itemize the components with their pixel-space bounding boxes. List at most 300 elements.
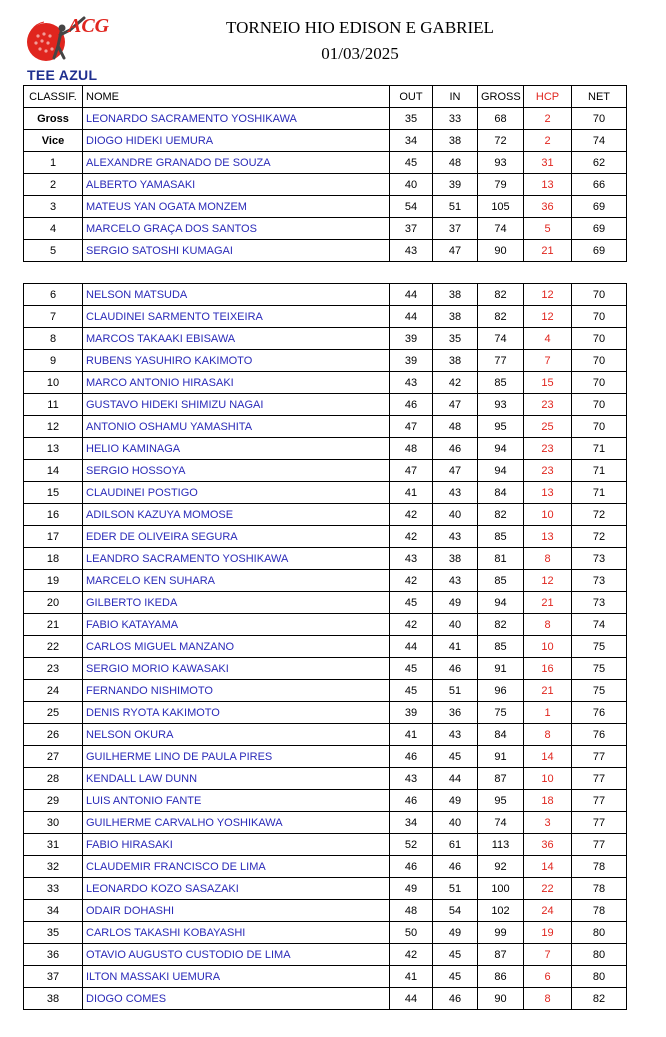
name-cell: KENDALL LAW DUNN [83, 768, 390, 790]
net-cell: 70 [572, 416, 627, 438]
gross-cell: 96 [478, 680, 524, 702]
net-cell: 71 [572, 460, 627, 482]
out-cell: 34 [390, 130, 433, 152]
table-row [24, 724, 627, 746]
table-row [24, 152, 627, 174]
out-cell: 46 [390, 856, 433, 878]
name-cell: SERGIO MORIO KAWASAKI [83, 658, 390, 680]
name-cell: EDER DE OLIVEIRA SEGURA [83, 526, 390, 548]
net-cell: 78 [572, 878, 627, 900]
gross-cell: 87 [478, 944, 524, 966]
out-cell: 41 [390, 966, 433, 988]
table-row [24, 592, 627, 614]
hcp-cell: 23 [524, 460, 572, 482]
in-cell: 43 [433, 526, 478, 548]
classif-cell: 35 [24, 922, 83, 944]
classif-cell: 9 [24, 350, 83, 372]
net-cell: 76 [572, 724, 627, 746]
gross-cell: 94 [478, 592, 524, 614]
out-cell: 45 [390, 680, 433, 702]
gross-cell: 68 [478, 108, 524, 130]
hcp-cell: 7 [524, 944, 572, 966]
col-nome: NOME [83, 86, 390, 108]
name-cell: HELIO KAMINAGA [83, 438, 390, 460]
out-cell: 50 [390, 922, 433, 944]
in-cell: 46 [433, 438, 478, 460]
gross-cell: 92 [478, 856, 524, 878]
hcp-cell: 10 [524, 768, 572, 790]
out-cell: 44 [390, 306, 433, 328]
classif-cell: 4 [24, 218, 83, 240]
net-cell: 73 [572, 592, 627, 614]
hcp-cell: 31 [524, 152, 572, 174]
table-row [24, 944, 627, 966]
net-cell: 75 [572, 680, 627, 702]
gross-cell: 91 [478, 746, 524, 768]
classif-cell: 32 [24, 856, 83, 878]
out-cell: 37 [390, 218, 433, 240]
col-gross: GROSS [478, 86, 524, 108]
classif-cell: 19 [24, 570, 83, 592]
gross-cell: 85 [478, 570, 524, 592]
classif-cell: 18 [24, 548, 83, 570]
hcp-cell: 21 [524, 240, 572, 262]
in-cell: 54 [433, 900, 478, 922]
in-cell: 45 [433, 944, 478, 966]
in-cell: 47 [433, 394, 478, 416]
in-cell: 49 [433, 922, 478, 944]
leaders-table [23, 85, 627, 262]
gross-cell: 87 [478, 768, 524, 790]
gross-cell: 74 [478, 328, 524, 350]
classif-cell: 31 [24, 834, 83, 856]
net-cell: 70 [572, 108, 627, 130]
col-net: NET [572, 86, 627, 108]
gross-cell: 77 [478, 350, 524, 372]
hcp-cell: 4 [524, 328, 572, 350]
tournament-date: 01/03/2025 [321, 44, 399, 63]
net-cell: 70 [572, 394, 627, 416]
out-cell: 42 [390, 504, 433, 526]
table-row [24, 218, 627, 240]
name-cell: MARCELO KEN SUHARA [83, 570, 390, 592]
table-row [24, 768, 627, 790]
name-cell: DIOGO HIDEKI UEMURA [83, 130, 390, 152]
net-cell: 77 [572, 746, 627, 768]
net-cell: 62 [572, 152, 627, 174]
in-cell: 61 [433, 834, 478, 856]
hcp-cell: 18 [524, 790, 572, 812]
gross-cell: 90 [478, 988, 524, 1010]
table-row [24, 966, 627, 988]
classif-cell: 6 [24, 284, 83, 306]
col-in: IN [433, 86, 478, 108]
name-cell: ILTON MASSAKI UEMURA [83, 966, 390, 988]
in-cell: 48 [433, 416, 478, 438]
out-cell: 39 [390, 702, 433, 724]
classif-cell: 26 [24, 724, 83, 746]
out-cell: 42 [390, 526, 433, 548]
name-cell: SERGIO SATOSHI KUMAGAI [83, 240, 390, 262]
gross-cell: 95 [478, 416, 524, 438]
net-cell: 77 [572, 812, 627, 834]
table-row [24, 394, 627, 416]
table-row [24, 350, 627, 372]
classif-cell: 3 [24, 196, 83, 218]
in-cell: 40 [433, 614, 478, 636]
classif-cell: 8 [24, 328, 83, 350]
table-row [24, 482, 627, 504]
hcp-cell: 14 [524, 746, 572, 768]
hcp-cell: 10 [524, 504, 572, 526]
table-row [24, 460, 627, 482]
net-cell: 69 [572, 218, 627, 240]
gross-cell: 95 [478, 790, 524, 812]
out-cell: 35 [390, 108, 433, 130]
name-cell: CLAUDINEI SARMENTO TEIXEIRA [83, 306, 390, 328]
hcp-cell: 14 [524, 856, 572, 878]
table-row [24, 812, 627, 834]
hcp-cell: 3 [524, 812, 572, 834]
out-cell: 42 [390, 944, 433, 966]
tee-label: TEE AZUL [27, 67, 98, 83]
table-row [24, 240, 627, 262]
name-cell: NELSON OKURA [83, 724, 390, 746]
hcp-cell: 25 [524, 416, 572, 438]
name-cell: GUILHERME LINO DE PAULA PIRES [83, 746, 390, 768]
hcp-cell: 21 [524, 592, 572, 614]
in-cell: 43 [433, 724, 478, 746]
classif-cell: 29 [24, 790, 83, 812]
name-cell: GILBERTO IKEDA [83, 592, 390, 614]
in-cell: 37 [433, 218, 478, 240]
in-cell: 38 [433, 306, 478, 328]
net-cell: 70 [572, 350, 627, 372]
in-cell: 36 [433, 702, 478, 724]
classif-cell: Gross [24, 108, 83, 130]
results-table [23, 283, 627, 1010]
tournament-title: TORNEIO HIO EDISON E GABRIEL [226, 18, 494, 37]
net-cell: 78 [572, 856, 627, 878]
table-row [24, 504, 627, 526]
table-row [24, 284, 627, 306]
classif-cell: 25 [24, 702, 83, 724]
out-cell: 39 [390, 350, 433, 372]
classif-cell: 20 [24, 592, 83, 614]
name-cell: LEANDRO SACRAMENTO YOSHIKAWA [83, 548, 390, 570]
hcp-cell: 36 [524, 834, 572, 856]
name-cell: ADILSON KAZUYA MOMOSE [83, 504, 390, 526]
table-row [24, 856, 627, 878]
gross-cell: 85 [478, 526, 524, 548]
classif-cell: 27 [24, 746, 83, 768]
name-cell: DIOGO COMES [83, 988, 390, 1010]
classif-cell: 28 [24, 768, 83, 790]
gross-cell: 74 [478, 218, 524, 240]
table-row [24, 834, 627, 856]
gross-cell: 90 [478, 240, 524, 262]
net-cell: 70 [572, 372, 627, 394]
net-cell: 72 [572, 526, 627, 548]
table-row [24, 328, 627, 350]
in-cell: 40 [433, 504, 478, 526]
classif-cell: 14 [24, 460, 83, 482]
table-row [24, 372, 627, 394]
out-cell: 42 [390, 614, 433, 636]
in-cell: 51 [433, 196, 478, 218]
hcp-cell: 8 [524, 548, 572, 570]
gross-cell: 82 [478, 614, 524, 636]
out-cell: 42 [390, 570, 433, 592]
table-row [24, 174, 627, 196]
hcp-cell: 24 [524, 900, 572, 922]
net-cell: 70 [572, 306, 627, 328]
in-cell: 44 [433, 768, 478, 790]
gross-cell: 93 [478, 394, 524, 416]
classif-cell: 10 [24, 372, 83, 394]
out-cell: 54 [390, 196, 433, 218]
out-cell: 43 [390, 768, 433, 790]
net-cell: 73 [572, 570, 627, 592]
gross-cell: 82 [478, 284, 524, 306]
hcp-cell: 19 [524, 922, 572, 944]
net-cell: 72 [572, 504, 627, 526]
gross-cell: 82 [478, 504, 524, 526]
net-cell: 76 [572, 702, 627, 724]
name-cell: SERGIO HOSSOYA [83, 460, 390, 482]
net-cell: 78 [572, 900, 627, 922]
classif-cell: 5 [24, 240, 83, 262]
gross-cell: 94 [478, 438, 524, 460]
net-cell: 82 [572, 988, 627, 1010]
classif-cell: 12 [24, 416, 83, 438]
table-row [24, 746, 627, 768]
gross-cell: 84 [478, 724, 524, 746]
net-cell: 69 [572, 196, 627, 218]
classif-cell: 17 [24, 526, 83, 548]
hcp-cell: 13 [524, 526, 572, 548]
classif-cell: 36 [24, 944, 83, 966]
table-row [24, 526, 627, 548]
out-cell: 43 [390, 240, 433, 262]
in-cell: 49 [433, 790, 478, 812]
in-cell: 38 [433, 350, 478, 372]
out-cell: 46 [390, 746, 433, 768]
out-cell: 43 [390, 372, 433, 394]
hcp-cell: 13 [524, 482, 572, 504]
name-cell: RUBENS YASUHIRO KAKIMOTO [83, 350, 390, 372]
table-row [24, 130, 627, 152]
net-cell: 70 [572, 284, 627, 306]
name-cell: MARCOS TAKAAKI EBISAWA [83, 328, 390, 350]
classif-cell: Vice [24, 130, 83, 152]
out-cell: 45 [390, 152, 433, 174]
table-row [24, 790, 627, 812]
gross-cell: 82 [478, 306, 524, 328]
table-row [24, 196, 627, 218]
table-row [24, 922, 627, 944]
name-cell: GUSTAVO HIDEKI SHIMIZU NAGAI [83, 394, 390, 416]
classif-cell: 11 [24, 394, 83, 416]
hcp-cell: 10 [524, 636, 572, 658]
table-row [24, 878, 627, 900]
net-cell: 73 [572, 548, 627, 570]
gross-cell: 105 [478, 196, 524, 218]
gross-cell: 94 [478, 460, 524, 482]
gross-cell: 93 [478, 152, 524, 174]
name-cell: LEONARDO SACRAMENTO YOSHIKAWA [83, 108, 390, 130]
out-cell: 48 [390, 900, 433, 922]
hcp-cell: 8 [524, 988, 572, 1010]
gross-cell: 79 [478, 174, 524, 196]
in-cell: 40 [433, 812, 478, 834]
net-cell: 71 [572, 482, 627, 504]
hcp-cell: 15 [524, 372, 572, 394]
name-cell: ALBERTO YAMASAKI [83, 174, 390, 196]
hcp-cell: 13 [524, 174, 572, 196]
net-cell: 75 [572, 636, 627, 658]
hcp-cell: 23 [524, 438, 572, 460]
net-cell: 75 [572, 658, 627, 680]
net-cell: 69 [572, 240, 627, 262]
in-cell: 35 [433, 328, 478, 350]
out-cell: 46 [390, 394, 433, 416]
table-row [24, 548, 627, 570]
col-classif: CLASSIF. [24, 86, 83, 108]
gross-cell: 85 [478, 636, 524, 658]
classif-cell: 34 [24, 900, 83, 922]
in-cell: 49 [433, 592, 478, 614]
out-cell: 45 [390, 592, 433, 614]
gross-cell: 86 [478, 966, 524, 988]
classif-cell: 7 [24, 306, 83, 328]
table-row [24, 614, 627, 636]
gross-cell: 91 [478, 658, 524, 680]
table-row [24, 438, 627, 460]
name-cell: OTAVIO AUGUSTO CUSTODIO DE LIMA [83, 944, 390, 966]
in-cell: 51 [433, 680, 478, 702]
out-cell: 45 [390, 658, 433, 680]
net-cell: 77 [572, 834, 627, 856]
net-cell: 80 [572, 922, 627, 944]
hcp-cell: 12 [524, 284, 572, 306]
gross-cell: 113 [478, 834, 524, 856]
hcp-cell: 23 [524, 394, 572, 416]
in-cell: 46 [433, 658, 478, 680]
table-row [24, 988, 627, 1010]
in-cell: 51 [433, 878, 478, 900]
name-cell: FERNANDO NISHIMOTO [83, 680, 390, 702]
name-cell: FABIO HIRASAKI [83, 834, 390, 856]
gross-cell: 102 [478, 900, 524, 922]
table-row [24, 108, 627, 130]
classif-cell: 38 [24, 988, 83, 1010]
name-cell: ALEXANDRE GRANADO DE SOUZA [83, 152, 390, 174]
name-cell: CLAUDEMIR FRANCISCO DE LIMA [83, 856, 390, 878]
in-cell: 45 [433, 966, 478, 988]
in-cell: 46 [433, 988, 478, 1010]
classif-cell: 15 [24, 482, 83, 504]
classif-cell: 13 [24, 438, 83, 460]
name-cell: DENIS RYOTA KAKIMOTO [83, 702, 390, 724]
net-cell: 70 [572, 328, 627, 350]
net-cell: 71 [572, 438, 627, 460]
gross-cell: 100 [478, 878, 524, 900]
classif-cell: 22 [24, 636, 83, 658]
in-cell: 38 [433, 284, 478, 306]
out-cell: 44 [390, 988, 433, 1010]
out-cell: 46 [390, 790, 433, 812]
name-cell: MARCO ANTONIO HIRASAKI [83, 372, 390, 394]
out-cell: 44 [390, 284, 433, 306]
hcp-cell: 6 [524, 966, 572, 988]
in-cell: 46 [433, 856, 478, 878]
in-cell: 38 [433, 130, 478, 152]
net-cell: 80 [572, 944, 627, 966]
hcp-cell: 21 [524, 680, 572, 702]
name-cell: FABIO KATAYAMA [83, 614, 390, 636]
classif-cell: 30 [24, 812, 83, 834]
hcp-cell: 1 [524, 702, 572, 724]
out-cell: 41 [390, 482, 433, 504]
name-cell: MARCELO GRAÇA DOS SANTOS [83, 218, 390, 240]
classif-cell: 23 [24, 658, 83, 680]
classif-cell: 2 [24, 174, 83, 196]
logo-text: ACG [68, 15, 110, 37]
in-cell: 45 [433, 746, 478, 768]
name-cell: MATEUS YAN OGATA MONZEM [83, 196, 390, 218]
in-cell: 43 [433, 570, 478, 592]
name-cell: ODAIR DOHASHI [83, 900, 390, 922]
net-cell: 77 [572, 768, 627, 790]
gross-cell: 72 [478, 130, 524, 152]
name-cell: CARLOS TAKASHI KOBAYASHI [83, 922, 390, 944]
header-row [24, 86, 627, 108]
name-cell: GUILHERME CARVALHO YOSHIKAWA [83, 812, 390, 834]
table-row [24, 658, 627, 680]
club-logo [24, 8, 110, 66]
hcp-cell: 8 [524, 724, 572, 746]
hcp-cell: 22 [524, 878, 572, 900]
classif-cell: 1 [24, 152, 83, 174]
out-cell: 44 [390, 636, 433, 658]
name-cell: LUIS ANTONIO FANTE [83, 790, 390, 812]
net-cell: 74 [572, 130, 627, 152]
gross-cell: 75 [478, 702, 524, 724]
table-row [24, 306, 627, 328]
table-row [24, 416, 627, 438]
in-cell: 41 [433, 636, 478, 658]
gross-cell: 85 [478, 372, 524, 394]
in-cell: 48 [433, 152, 478, 174]
hcp-cell: 5 [524, 218, 572, 240]
hcp-cell: 8 [524, 614, 572, 636]
classif-cell: 24 [24, 680, 83, 702]
in-cell: 39 [433, 174, 478, 196]
out-cell: 48 [390, 438, 433, 460]
net-cell: 74 [572, 614, 627, 636]
classif-cell: 33 [24, 878, 83, 900]
in-cell: 42 [433, 372, 478, 394]
table-row [24, 900, 627, 922]
gross-cell: 99 [478, 922, 524, 944]
in-cell: 43 [433, 482, 478, 504]
out-cell: 41 [390, 724, 433, 746]
name-cell: CLAUDINEI POSTIGO [83, 482, 390, 504]
hcp-cell: 2 [524, 130, 572, 152]
table-row [24, 570, 627, 592]
classif-cell: 16 [24, 504, 83, 526]
